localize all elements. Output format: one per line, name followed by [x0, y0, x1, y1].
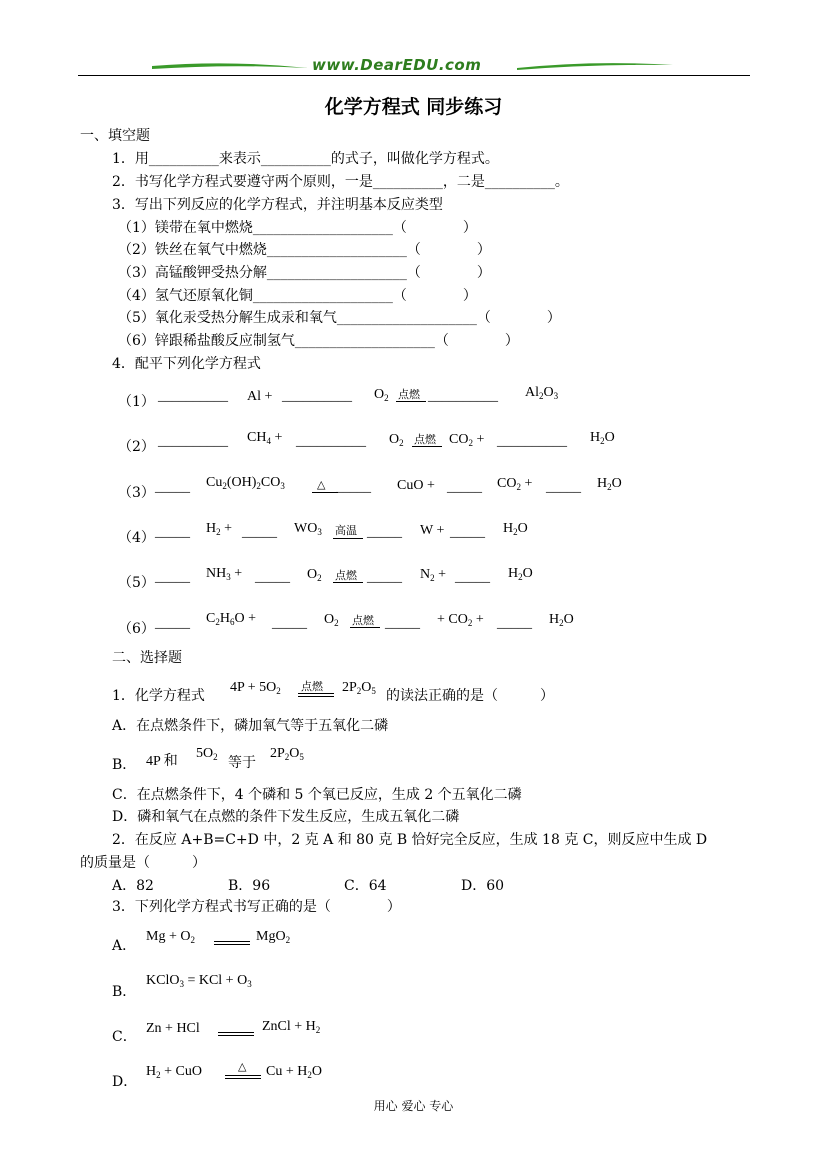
s1-q3-item1: （1）镁带在氧中燃烧____________________（ ） [118, 220, 477, 236]
page-footer: 用心 爱心 专心 [373, 1099, 454, 1113]
s2-q2-line1: 2．在反应 A+B=C+D 中，2 克 A 和 80 克 B 恰好完全反应，生成 18 克 C，则反应中生成 D [112, 832, 708, 848]
s2-q1-optA: A．在点燃条件下，磷加氧气等于五氧化二磷 [112, 718, 389, 734]
s1-q3-item5: （5）氧化汞受热分解生成汞和氧气____________________（ ） [118, 310, 561, 326]
s1-q4: 4．配平下列化学方程式 [112, 356, 261, 372]
section1-heading: 一、填空题 [80, 128, 150, 144]
s2-q2-optC: C．64 [344, 878, 387, 894]
s1-q2: 2．书写化学方程式要遵守两个原则，一是__________，二是__________。 [112, 174, 569, 190]
s1-q3-item4: （4）氢气还原氧化铜____________________（ ） [118, 288, 477, 304]
s2-q1-optD: D．磷和氧气在点燃的条件下发生反应，生成五氧化二磷 [112, 809, 460, 825]
s1-q3-item2: （2）铁丝在氧气中燃烧____________________（ ） [118, 242, 491, 258]
condition-high-temp: 高温 [335, 524, 357, 537]
s2-q3-stem: 3．下列化学方程式书写正确的是（ ） [112, 899, 401, 915]
site-logo: www.DearEDU.com [312, 56, 482, 74]
s1-q3-item6: （6）锌跟稀盐酸反应制氢气____________________（ ） [118, 333, 519, 349]
logo-swoosh-right [515, 60, 675, 70]
s2-q2-optD: D．60 [461, 878, 505, 894]
condition-heat: △ [317, 478, 326, 491]
condition-ignite: 点燃 [398, 388, 420, 401]
s1-q3-item3: （3）高锰酸钾受热分解____________________（ ） [118, 265, 491, 281]
s2-q2-line2: 的质量是（ ） [80, 855, 206, 871]
s2-q1-optC: C．在点燃条件下，4 个磷和 5 个氧已反应，生成 2 个五氧化二磷 [112, 787, 522, 803]
s1-q3: 3．写出下列反应的化学方程式，并注明基本反应类型 [112, 197, 443, 213]
section2-heading: 二、选择题 [112, 650, 182, 666]
s2-q2-optA: A．82 [112, 878, 154, 894]
s1-q1: 1．用__________来表示__________的式子，叫做化学方程式。 [112, 151, 499, 167]
page-title: 化学方程式 同步练习 [324, 96, 503, 118]
header-rule [78, 75, 750, 76]
logo-swoosh-left [150, 60, 310, 70]
s2-q2-optB: B．96 [228, 878, 271, 894]
